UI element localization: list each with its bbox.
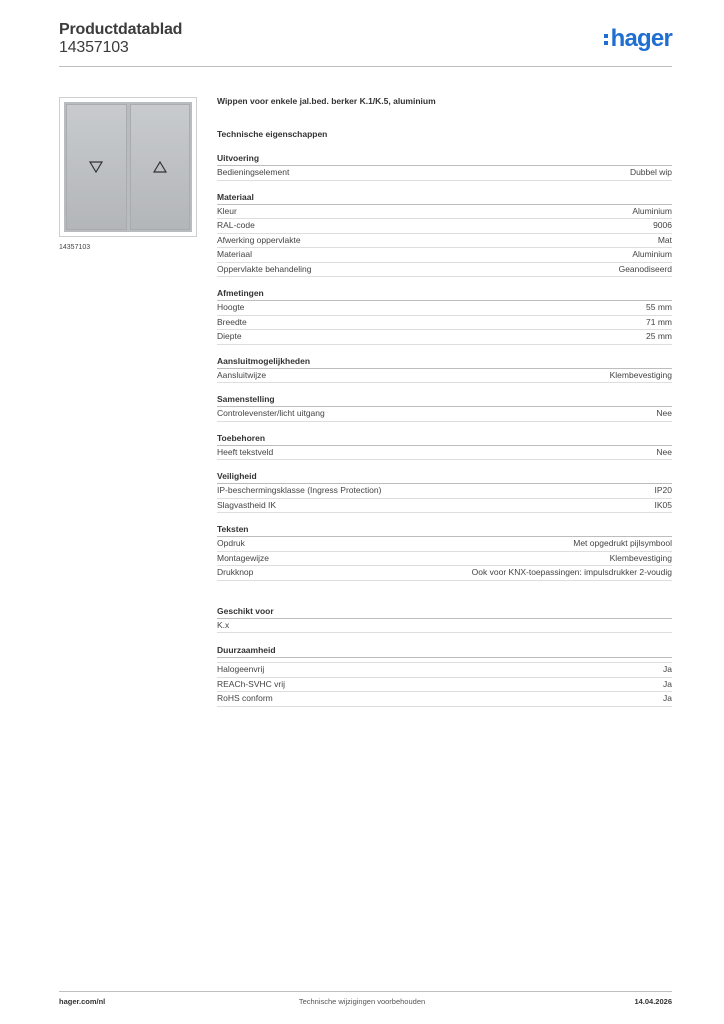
spec-row <box>217 537 672 552</box>
spec-label: Heeft tekstveld <box>217 446 274 457</box>
spec-row <box>217 166 672 181</box>
rocker-plate <box>64 102 192 232</box>
spec-row <box>217 234 672 249</box>
spec-row <box>217 369 672 384</box>
arrow-up-icon <box>153 161 167 173</box>
hager-logo <box>604 27 672 51</box>
spec-value: Nee <box>656 408 672 418</box>
spec-value: Met opgedrukt pijlsymbool <box>573 538 672 548</box>
spec-label: Drukknop <box>217 567 254 577</box>
spec-value: Nee <box>656 446 672 457</box>
spec-label: Controlevenster/licht uitgang <box>217 408 325 418</box>
spec-content <box>217 96 672 707</box>
spec-section <box>217 605 672 634</box>
spec-label: REACh-SVHC vrij <box>217 678 286 689</box>
section-title: Geschikt voor <box>217 605 672 619</box>
spec-row <box>217 552 672 567</box>
spec-value: Ook voor KNX-toepassingen: impulsdrukker 2-voudig <box>471 567 672 577</box>
section-title: Uitvoering <box>217 152 672 166</box>
spec-value: Klembevestiging <box>609 369 672 380</box>
spec-value: Ja <box>663 693 672 703</box>
spec-label: Oppervlakte behandeling <box>217 263 312 274</box>
spec-value: Ja <box>663 664 672 674</box>
section-title: Materiaal <box>217 191 672 205</box>
product-number: 14357103 <box>59 39 129 56</box>
spec-value: IK05 <box>654 499 672 510</box>
spec-row <box>217 446 672 461</box>
spec-row <box>217 678 672 693</box>
spec-value: Ja <box>663 678 672 689</box>
logo-dots-icon <box>604 34 608 45</box>
footer-website: hager.com/nl <box>59 997 106 1006</box>
section-title: Afmetingen <box>217 287 672 301</box>
spec-value: Mat <box>657 234 672 245</box>
footer-divider <box>59 991 672 992</box>
spec-row <box>217 316 672 331</box>
spec-row <box>217 484 672 499</box>
spec-row <box>217 330 672 345</box>
spec-label: RoHS conform <box>217 693 273 703</box>
spec-value: 9006 <box>653 220 672 230</box>
spec-label: Bedieningselement <box>217 167 290 177</box>
spec-row <box>217 301 672 316</box>
section-title: Duurzaamheid <box>217 644 672 658</box>
spec-value: 71 mm <box>646 316 672 327</box>
spec-section <box>217 355 672 384</box>
spec-row <box>217 219 672 234</box>
spec-label: Montagewijze <box>217 552 269 563</box>
spec-section <box>217 644 672 707</box>
spec-value: 55 mm <box>646 302 672 312</box>
tech-properties-title: Technische eigenschappen <box>217 129 328 139</box>
footer-disclaimer: Technische wijzigingen voorbehouden <box>298 997 426 1006</box>
spec-value: Aluminium <box>632 205 672 216</box>
section-title: Toebehoren <box>217 432 672 446</box>
spec-value: Dubbel wip <box>629 167 672 177</box>
rocker-left <box>66 104 127 230</box>
arrow-down-icon <box>89 161 103 173</box>
spec-label: Hoogte <box>217 302 245 312</box>
spec-label: Breedte <box>217 316 247 327</box>
spec-label: K.x <box>217 619 230 630</box>
spec-row <box>217 205 672 220</box>
section-title: Teksten <box>217 523 672 537</box>
spec-row <box>217 692 672 707</box>
rocker-right <box>130 104 191 230</box>
product-title: Wippen voor enkele jal.bed. berker K.1/K.5, aluminium <box>217 96 436 106</box>
image-caption: 14357103 <box>59 244 91 251</box>
footer-date: 14.04.2026 <box>634 997 672 1006</box>
spec-label: Materiaal <box>217 249 252 259</box>
spec-label: Aansluitwijze <box>217 369 267 380</box>
spec-section <box>217 432 672 461</box>
spec-section <box>217 470 672 513</box>
spec-row <box>217 663 672 678</box>
spec-label: IP-beschermingsklasse (Ingress Protection) <box>217 485 382 495</box>
header-divider <box>59 66 672 67</box>
page-title: Productdatablad <box>59 21 183 38</box>
spec-section <box>217 287 672 345</box>
section-title: Aansluitmogelijkheden <box>217 355 672 369</box>
spec-label: Kleur <box>217 205 237 216</box>
spec-sections <box>217 152 672 707</box>
spec-label: Halogeenvrij <box>217 664 265 674</box>
spec-value: Klembevestiging <box>609 552 672 563</box>
spec-section <box>217 152 672 181</box>
spec-label: Diepte <box>217 331 242 341</box>
section-title: Samenstelling <box>217 393 672 407</box>
spec-row <box>217 248 672 263</box>
spec-value: 25 mm <box>646 331 672 341</box>
spec-row <box>217 499 672 514</box>
spec-value: Geanodiseerd <box>618 263 672 274</box>
spec-section <box>217 523 672 581</box>
spec-label: Afwerking oppervlakte <box>217 234 301 245</box>
spec-section <box>217 191 672 278</box>
product-image <box>59 97 197 237</box>
spec-value: IP20 <box>654 485 672 495</box>
spec-row <box>217 566 672 581</box>
spec-section <box>217 393 672 422</box>
spec-row <box>217 263 672 278</box>
spec-row <box>217 619 672 634</box>
section-title: Veiligheid <box>217 470 672 484</box>
spec-row <box>217 407 672 422</box>
spec-label: Slagvastheid IK <box>217 499 277 510</box>
spec-label: Opdruk <box>217 538 245 548</box>
spec-label: RAL-code <box>217 220 255 230</box>
spec-value: Aluminium <box>632 249 672 259</box>
logo-text: hager <box>610 25 672 52</box>
